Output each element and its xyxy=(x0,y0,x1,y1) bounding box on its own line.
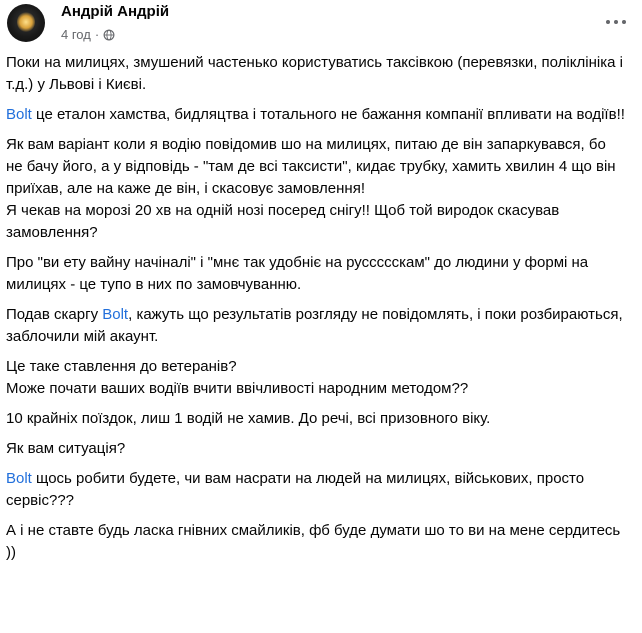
post-text: Як вам ситуація? xyxy=(6,440,126,457)
bolt-mention-link[interactable]: Bolt xyxy=(6,106,32,123)
post-body xyxy=(6,52,626,572)
post-paragraph xyxy=(6,438,626,460)
more-dot xyxy=(622,20,626,24)
post-text: , кажуть що результатів розгляду не повідомлять, і поки розбираються, заблочили мій акаунт. xyxy=(6,306,623,345)
post-text: А і не ставте будь ласка гнівних смайликів, фб буде думати шо то ви на мене сердитесь )) xyxy=(6,522,621,561)
post-text: Поки на милицях, змушений частенько користуватись таксівкою (перевязки, поліклініка і т.д.) у Львові і Києві. xyxy=(6,54,623,93)
avatar-image xyxy=(17,12,35,32)
post-time[interactable]: 4 год xyxy=(61,27,91,42)
post-text: Про "ви ету вайну начіналі" і "мнє так удобніє на руссссскам" до людини у формі на милицях - це тупо в них по замовчуванню. xyxy=(6,254,589,293)
author-name[interactable]: Андрій Андрій xyxy=(61,3,170,20)
avatar[interactable] xyxy=(7,4,45,42)
more-options-icon[interactable] xyxy=(601,10,631,34)
post-text: Я чекав на морозі 20 хв на одній нозі посеред снігу!! Щоб той виродок скасував замовлення? xyxy=(6,202,560,241)
more-dot xyxy=(614,20,618,24)
bolt-mention-link[interactable]: Bolt xyxy=(102,306,129,323)
post-paragraph xyxy=(6,468,626,512)
post-paragraph xyxy=(6,520,626,564)
globe-icon[interactable] xyxy=(103,29,115,41)
post-text: Як вам варіант коли я водію повідомив шо на милицях, питаю де він запаркувався, бо не бачу його, а у відповідь - "там де всі таксисти", кидає трубку, хамить хвилин 4 що він приїхав, але на каже де він, і скасовує замовлення! xyxy=(6,136,616,197)
post-text: Подав скаргу xyxy=(6,306,103,323)
post-paragraph xyxy=(6,252,626,296)
post-paragraph xyxy=(6,356,626,400)
post-text: це еталон хамства, бидляцтва і тотального не бажання компанії впливати на водіїв!! xyxy=(31,106,625,123)
post-paragraph xyxy=(6,304,626,348)
post-meta xyxy=(61,26,115,44)
post-paragraph xyxy=(6,52,626,96)
post-text: Може почати ваших водіїв вчити ввічливості народним методом?? xyxy=(6,380,469,397)
more-dot xyxy=(606,20,610,24)
bolt-mention-link[interactable]: Bolt xyxy=(6,470,32,487)
post-text: 10 крайніх поїздок, лиш 1 водій не хамив. До речі, всі призовного віку. xyxy=(6,410,491,427)
meta-separator: · xyxy=(94,27,100,42)
post-paragraph xyxy=(6,408,626,430)
post-text: щось робити будете, чи вам насрати на людей на милицях, військових, просто сервіс??? xyxy=(6,470,585,509)
post-paragraph xyxy=(6,134,626,244)
post-header xyxy=(5,2,637,48)
post-text: Це таке ставлення до ветеранів? xyxy=(6,358,237,375)
post-paragraph xyxy=(6,104,626,126)
